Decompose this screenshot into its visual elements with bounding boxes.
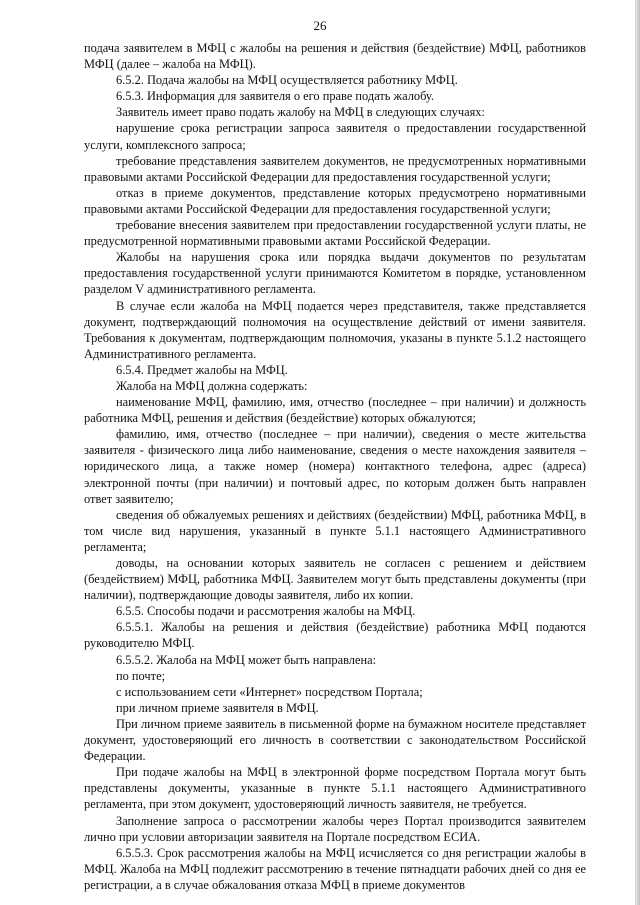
paragraph: фамилию, имя, отчество (последнее – при наличии), сведения о месте жительства заявителя - физического лица либо наименование, сведения о месте нахождения заявителя – юридического лица, а также номер (номера) контактного телефона, адрес (адреса) электронной почты (при наличии) и почтовый адрес, по которым должен быть направлен ответ заявителю; [84, 427, 586, 506]
paragraph: по почте; [116, 668, 166, 683]
paragraph: требование представления заявителем документов, не предусмотренных нормативными правовыми актами Российской Федерации для предоставления государственной услуги; [84, 153, 586, 184]
paragraph: подача заявителем в МФЦ с жалобы на решения и действия (бездействие) МФЦ, работников МФЦ (далее – жалоба на МФЦ). [84, 41, 586, 72]
paragraph: 6.5.3. Информация для заявителя о его праве подать жалобу. [116, 89, 434, 104]
paragraph: Жалоба на МФЦ должна содержать: [116, 378, 308, 393]
paragraph: требование внесения заявителем при предоставлении государственной услуги платы, не предусмотренной нормативными правовыми актами Российской Федерации. [84, 218, 586, 249]
paragraph: с использованием сети «Интернет» посредством Портала; [116, 684, 423, 699]
paragraph: 6.5.5.2. Жалоба на МФЦ может быть направлена: [116, 652, 377, 667]
paragraph: При личном приеме заявитель в письменной форме на бумажном носителе представляет документ, удостоверяющий его личность в соответствии с законодательством Российской Федерации. [84, 716, 586, 764]
paragraph: При подаче жалобы на МФЦ в электронной форме посредством Портала могут быть представлены документы, указанные в пункте 5.1.1 настоящего Административного регламента, при этом документ, удостоверяющий личность заявителя, не требуется. [84, 765, 586, 812]
paragraph: 6.5.5. Способы подачи и рассмотрения жалобы на МФЦ. [116, 604, 416, 619]
paragraph: нарушение срока регистрации запроса заявителя о предоставлении государственной услуги, комплексного запроса; [84, 121, 586, 152]
paragraph: доводы, на основании которых заявитель не согласен с решением и действием (бездействием) МФЦ, работника МФЦ. Заявителем могут быть представлены документы (при наличии), подтверждающие доводы заявителя, либо их копии. [84, 556, 586, 603]
page-number: 26 [313, 18, 327, 33]
paragraph: отказ в приеме документов, представление которых предусмотрено нормативными правовыми актами Российской Федерации для предоставления государственной услуги; [84, 185, 586, 216]
paragraph: сведения об обжалуемых решениях и действиях (бездействии) МФЦ, работника МФЦ, в том числе вид нарушения, указанный в пункте 5.1.1 настоящего Административного регламента; [84, 507, 586, 554]
paragraph: Заявитель имеет право подать жалобу на МФЦ в следующих случаях: [116, 105, 485, 120]
document-body [84, 40, 586, 893]
paragraph: Жалобы на нарушения срока или порядка выдачи документов по результатам предоставления государственной услуги принимаются Комитетом в порядке, установленном разделом V административного регламента. [84, 250, 586, 297]
paragraph: при личном приеме заявителя в МФЦ. [116, 700, 319, 715]
paragraph: Заполнение запроса о рассмотрении жалобы через Портал производится заявителем лично при условии авторизации заявителя на Портале посредством ЕСИА. [84, 813, 586, 844]
paragraph: В случае если жалоба на МФЦ подается через представителя, также представляется документ, подтверждающий полномочия на осуществление действий от имени заявителя. Требования к документам, подтверждающим полномочия, указаны в пункте 5.1.2 настоящего Административного регламента. [84, 298, 586, 361]
scan-edge [636, 0, 640, 905]
paragraph: 6.5.5.1. Жалобы на решения и действия (бездействие) работника МФЦ подаются руководителю МФЦ. [84, 620, 586, 651]
paragraph: 6.5.5.3. Срок рассмотрения жалобы на МФЦ исчисляется со дня регистрации жалобы в МФЦ. Жалоба на МФЦ подлежит рассмотрению в течение пятнадцати рабочих дней со дня ее регистрации, а в случае обжалования отказа МФЦ в приеме документов [84, 845, 586, 892]
paragraph: наименование МФЦ, фамилию, имя, отчество (последнее – при наличии) и должность работника МФЦ, решения и действия (бездействие) которых обжалуются; [84, 395, 586, 426]
paragraph: 6.5.4. Предмет жалобы на МФЦ. [116, 362, 288, 377]
paragraph: 6.5.2. Подача жалобы на МФЦ осуществляется работнику МФЦ. [116, 73, 458, 88]
